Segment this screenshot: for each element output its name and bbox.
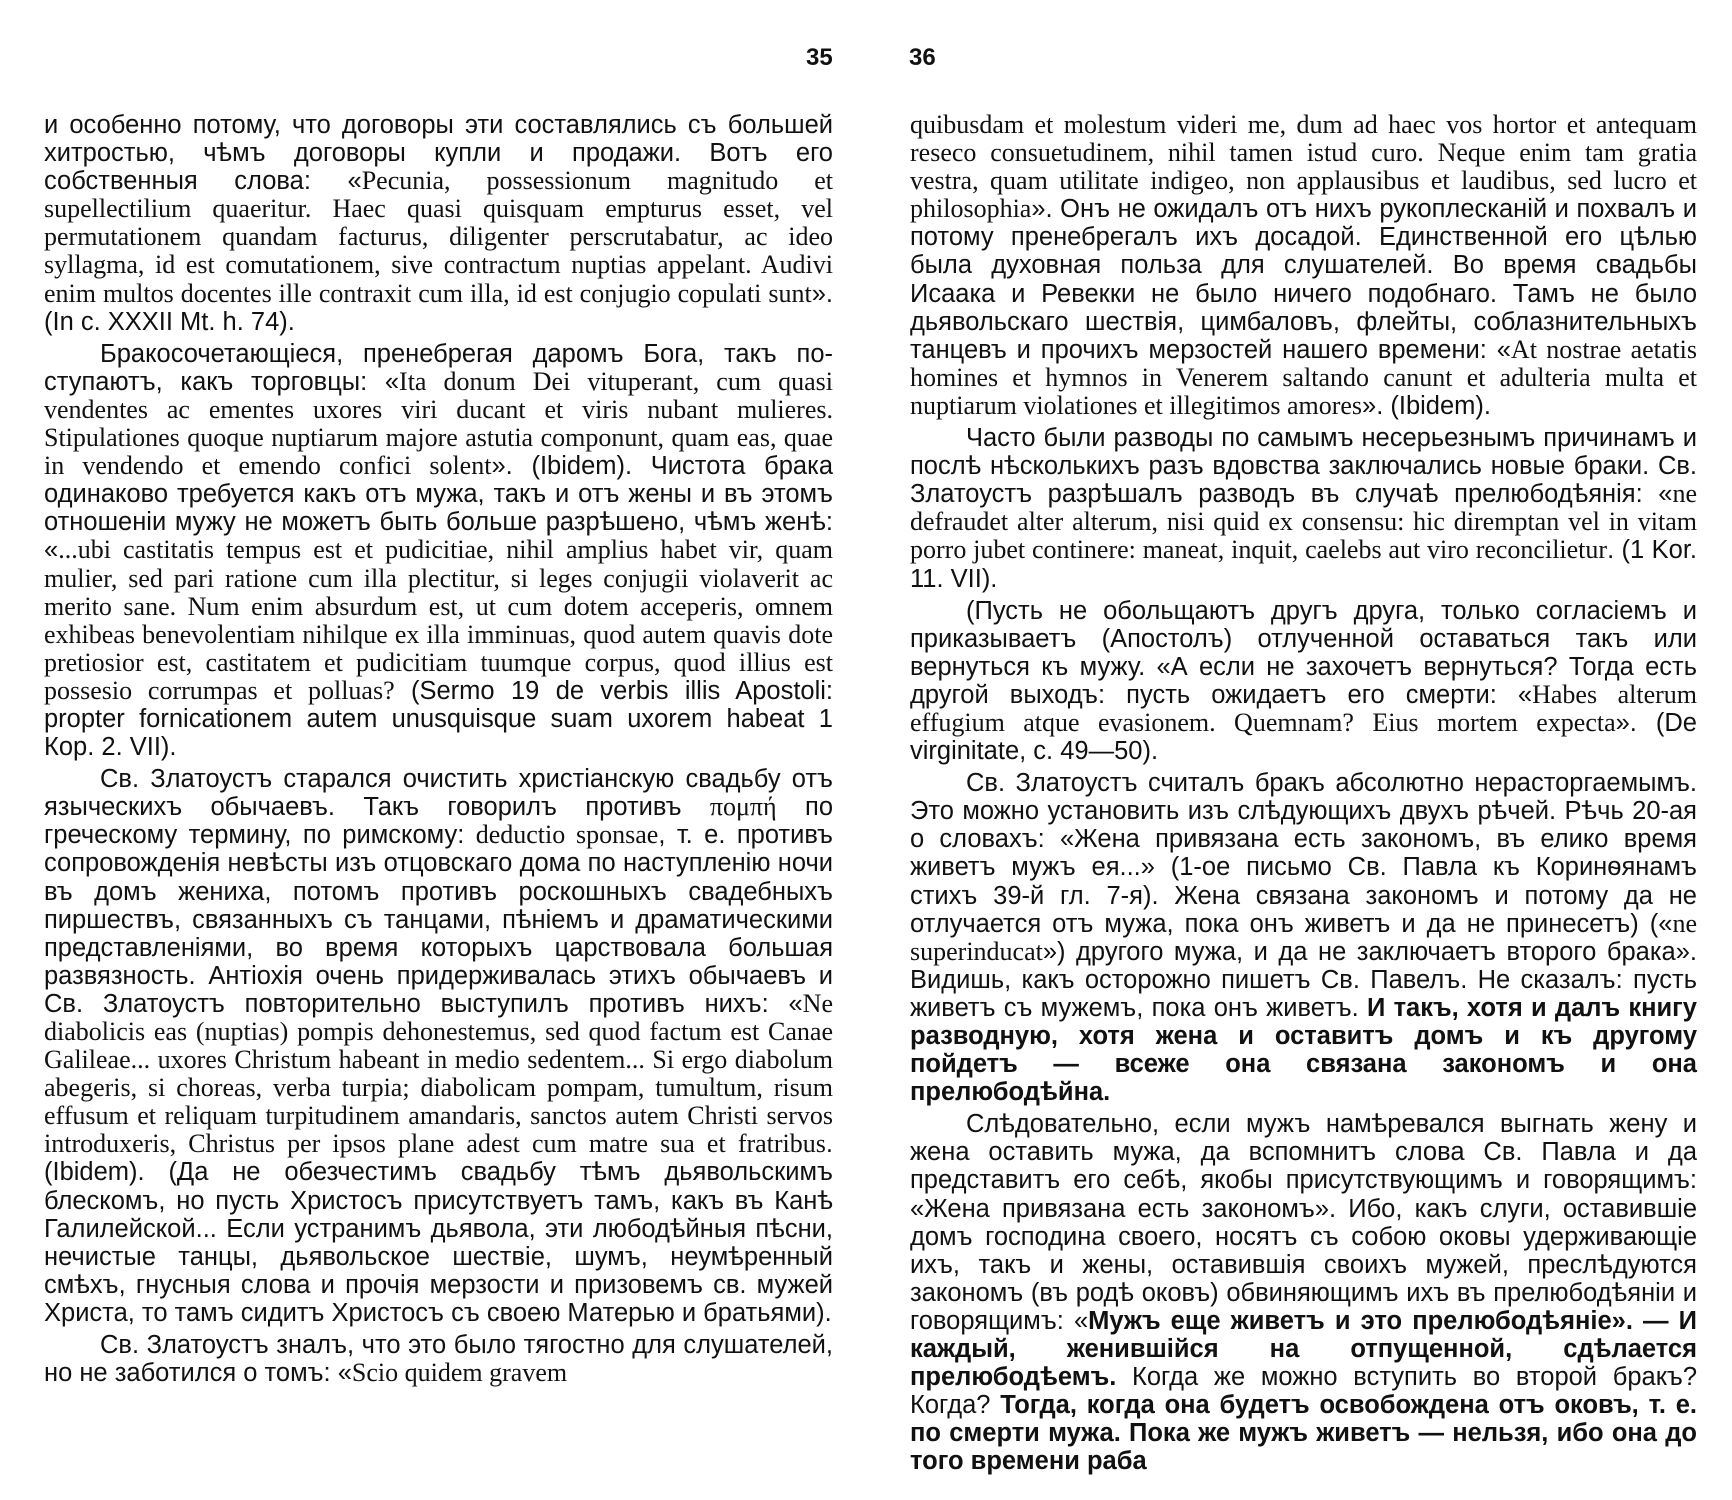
text-run: Бракосочетающіеся, пренебрегая даромъ Бога, такъ поступаютъ, какъ торговцы: « <box>44 339 833 396</box>
text-run: ») другого мужа, и да не заключаетъ второго брака». Видишь, какъ осторожно пишетъ Св. Павелъ. Не сказалъ: пусть живетъ съ мужемъ, пока онъ живетъ. <box>910 937 1697 1022</box>
text-run: по греческому термину, по римскому: <box>44 793 833 850</box>
text-run: ». Онъ не ожидалъ отъ нихъ рукоплесканій и похвалъ и потому пренебрегалъ ихъ досадой. Единственной его цѣлью была духовная польза для слушателей. Во время свадьбы Исаака и Ревекки не было ничего подобнаго. Тамъ не было дьявольскаго шествія, цимбаловъ, флейты, соблазнительныхъ танцевъ и прочихъ мерзостей нашего времени: « <box>910 195 1697 364</box>
text-run: (Пусть не обольщаютъ другъ друга, только согласіемъ и приказываетъ (Апостолъ) отлученной оставаться такъ или вернуться къ мужу. «А если не захочетъ вернуться? Тогда есть другой выходъ: пусть ожидаетъ его смерти: « <box>910 596 1697 709</box>
text-run: ». (Ibidem). <box>1362 391 1491 420</box>
latin-quote: Pecunia, possessionum magnitudo et supellectilium quaeritur. Haec quasi quisquam empturus esset, vel permutationem quandam facturus, diligenter perscrutabatur, ac ideo syllagma, id est comutationem, sive contractum nuptias appelant. Audivi enim multos docentes ille contraxit cum illa, id est conjugio copulati sunt <box>44 166 833 308</box>
text-run: . (Ibidem). (Да не обезчестимъ свадьбу тѣмъ дьявольскимъ блескомъ, но пусть Христосъ присутствуетъ тамъ, какъ въ Канѣ Галилейской... Если устранимъ дьявола, эти любодѣйныя пѣсни, нечистые танцы, дьявольское шествіе, шумъ, неумѣренный смѣхъ, гнусныя слова и прочія мерзости и призовемъ св. мужей Христа, то тамъ сидитъ Христосъ съ своею Матерью и братьями). <box>44 1130 833 1327</box>
latin-quote: Scio quidem gravem <box>351 1358 568 1388</box>
paragraph <box>910 597 1697 766</box>
text-run: . (1 Kor. 11. VII). <box>910 536 1697 593</box>
latin-term: deductio sponsae <box>475 820 659 850</box>
latin-quote: Ne diabolicis eas (nuptias) pompis dehonestemus, sed quod factum est Canae Galileae... uxores Christum habeant in medio sedentem... Si ergo diabolum abegeris, si choreas, verba turpia; diabolicam pompam, tumultum, risum effusum et reliquam turpitudinem amandaris, sanctos autem Christi servos introduxeris, Christus per ipsos plane adest cum matre sua et fratribus <box>44 988 833 1159</box>
right-page-text <box>910 111 1697 1480</box>
page-number-left: 35 <box>806 44 833 71</box>
text-run: Когда же можно вступить во второй бракъ? Когда? <box>910 1363 1697 1420</box>
latin-quote: ne defraudet alter alterum, nisi quid ex consensu: hic diremptan vel in vitam porro jubet continere: maneat, inquit, caelebs aut viro reconcilietur <box>910 479 1697 565</box>
latin-quote: ...ubi castitatis tempus est et pudicitiae, nihil amplius habet vir, quam mulier, sed pari ratione cum illa plectitur, si leges conjugii violaverit ac merito sane. Num enim absurdum est, ut cum dotem acceperis, omnem exhibeas benevolentiam nihilque ex illa imminuas, quod autem quavis dote pretiosior est, castitatem et pudicitiam tuumque corpus, quod illius est possesio corrumpas et polluas? <box>44 535 833 705</box>
paragraph <box>44 765 833 1327</box>
text-run: и особенно потому, что договоры эти составлялись съ большей хитростью, чѣмъ договоры купли и продажи. Вотъ его собственныя слова: « <box>44 111 833 196</box>
text-run: Св. Златоустъ зналъ, что это было тягостно для слушателей, но не заботился о томъ: « <box>44 1331 833 1388</box>
latin-quote: At nostrae aetatis homines et hymnos in Venerem saltando canunt et adulteria multa et nuptiarum violationes et illegitimos amores <box>910 334 1697 420</box>
latin-term: ne superinducat <box>910 908 1697 966</box>
paragraph <box>910 1110 1697 1475</box>
paragraph <box>910 424 1697 593</box>
text-run: ». (In c. XXXII Mt. h. 74). <box>44 279 833 336</box>
text-run: Св. Златоустъ считалъ бракъ абсолютно нерасторгаемымъ. Это можно установить изъ слѣдующихъ двухъ рѣчей. Рѣчь 20-ая о словахъ: «Жена привязана есть закономъ, въ елико время живетъ мужъ ея...» (1-ое письмо Св. Павла къ Коринѳянамъ стихъ 39-й гл. 7-я). Жена связана закономъ и потому да не отлучается отъ мужа, пока онъ живетъ и да не принесетъ) (« <box>910 769 1697 938</box>
paragraph <box>910 769 1697 1106</box>
text-run: (Sermo 19 de verbis illis Apostoli: propter fornicationem autem unusquisque suam uxorem habeat 1 Кор. 2. VII). <box>44 676 833 762</box>
left-page-text <box>44 111 833 1391</box>
bold-text: Тогда, когда она будетъ освобождена отъ оковъ, т. е. по смерти мужа. Пока же мужъ живетъ — нельзя, ибо она до того времени раба <box>910 1391 1697 1476</box>
latin-quote: Ita donum Dei vituperant, cum quasi vendentes ac ementes uxores viri ducant et viris nubant mulieres. Stipulationes quoque nuptiarum majore astutia componunt, quam eas, quae in vendendo et emendo confici solent <box>44 366 833 481</box>
text-run: Св. Златоустъ старался очистить христіанскую свадьбу отъ языческихъ обычаевъ. Такъ говорилъ противъ <box>44 765 833 822</box>
text-run: Часто были разводы по самымъ несерьезнымъ причинамъ и послѣ нѣсколькихъ разъ вдовства заключались новые браки. Св. Златоустъ разрѣшалъ разводъ въ случаѣ прелюбодѣянія: « <box>910 424 1697 509</box>
greek-term: πομπή <box>709 792 777 822</box>
page-number-right: 36 <box>909 44 936 71</box>
paragraph <box>44 340 833 761</box>
right-page <box>866 0 1732 1500</box>
latin-quote: quibusdam et molestum videri me, dum ad haec vos hortor et antequam reseco consuetudinem, nihil tamen istud curo. Neque enim tam gratia vestra, quam utilitate indigeo, non applausibus et laudibus, sed lucro et philosophia <box>910 110 1697 224</box>
bold-text: Мужъ еще живетъ и это прелюбодѣяніе». — И каждый, женившійся на отпущенной, сдѣлается прелюбодѣемъ. <box>910 1306 1697 1392</box>
text-run: Слѣдовательно, если мужъ намѣревался выгнать жену и жена оставить мужа, да вспомнитъ слова Св. Павла и да представитъ его себѣ, якобы присутствующимъ и говорящимъ: «Жена привязана есть закономъ». Ибо, какъ слуги, оставившіе домъ господина своего, носятъ съ собою оковы удерживающіе ихъ, такъ и жены, оставившія своихъ мужей, преслѣдуются закономъ (въ родѣ оковъ) обвиняющимъ ихъ въ прелюбодѣяніи и говорящимъ: « <box>910 1110 1697 1335</box>
paragraph <box>44 1331 833 1387</box>
text-run: , т. е. противъ сопровожденія невѣсты изъ отцовскаго дома по наступленію ночи въ домъ жениха, потомъ противъ роскошныхъ свадебныхъ пиршествъ, связанныхъ съ танцами, пѣніемъ и драматическими представленіями, во время которыхъ царствовала большая развязность. Антіохія очень придерживалась этихъ обычаевъ и Св. Златоустъ повторительно выступилъ противъ нихъ: « <box>44 821 833 1018</box>
text-run: ». (Ibidem). Чистота брака одинаково требуется какъ отъ мужа, такъ и отъ жены и въ этомъ отношеніи мужу не можетъ быть больше разрѣшено, чѣмъ женѣ: « <box>44 452 833 565</box>
paragraph <box>44 111 833 336</box>
text-run: ». (De virginitate, c. 49—50). <box>910 708 1697 766</box>
latin-quote: Habes alterum effugium atque evasionem. Quemnam? Eius mortem expecta <box>910 679 1697 737</box>
bold-text: И такъ, хотя и далъ книгу разводную, хотя жена и оставитъ домъ и къ другому пойдетъ — всеже она связана закономъ и она прелюбодѣйна. <box>910 993 1697 1107</box>
paragraph <box>910 111 1697 420</box>
